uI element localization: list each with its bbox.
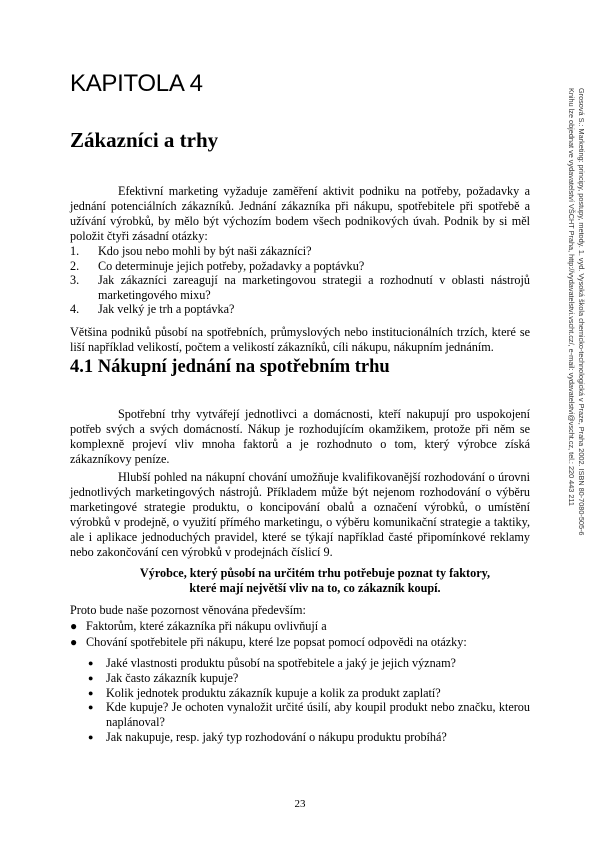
question-number: 4. — [70, 302, 80, 316]
page-number: 23 — [294, 798, 306, 810]
list-item — [88, 700, 530, 730]
bullet-icon: ● — [88, 687, 94, 698]
question-number: 2. — [70, 258, 80, 273]
sub-bullet-list — [88, 656, 530, 745]
list-item — [70, 619, 530, 635]
question-text: Kdo jsou nebo mohli by být naši zákazníci? — [98, 244, 312, 258]
emphasis-statement — [70, 566, 530, 596]
list-item-text: Jak často zákazník kupuje? — [106, 670, 239, 685]
question-item — [70, 259, 530, 274]
list-item — [88, 671, 530, 686]
question-text: Jak velký je trh a poptávka? — [98, 302, 235, 316]
bullet-icon: ● — [88, 672, 94, 683]
bullet-icon: ● — [88, 658, 94, 668]
bullet-icon: ● — [70, 619, 78, 633]
list-item — [88, 686, 530, 701]
question-item — [70, 302, 530, 317]
list-item-text: Faktorům, které zákazníka při nákupu ovlivňují a — [86, 619, 327, 633]
attention-intro: Proto bude naše pozornost věnována především: — [70, 603, 306, 617]
question-list — [70, 244, 530, 317]
bullet-icon: ● — [88, 731, 94, 742]
intro-paragraph: Efektivní marketing vyžaduje zaměření aktivit podniku na potřeby, požadavky a jednání potenciálních zákazníků. Jednání zákazníka při nákupu, spotřebitele při spotřebě a užívání výrobků, by mělo být výchozím bodem všech podnikových úvah. Podnik by si měl položit čtyři zásadní otázky: — [70, 184, 530, 243]
question-number: 3. — [70, 273, 80, 287]
main-bullet-list — [70, 619, 530, 650]
question-text: Co determinuje jejich potřeby, požadavky a poptávku? — [98, 258, 365, 273]
section-paragraph-1: Spotřební trhy vytvářejí jednotlivci a domácnosti, kteří nakupují pro uspokojení potřeb svých a svých domácností. Nákup je rozhodujícím okamžikem, protože při něm se komplexně projeví vliv mnoha faktorů a je rozhodnuto o tom, který výrobce získá zákazníkovy peníze. — [70, 407, 530, 466]
list-item — [70, 635, 530, 651]
section-title: 4.1 Nákupní jednání na spotřebním trhu — [70, 357, 390, 377]
list-item-text: Kolik jednotek produktu zákazník kupuje a kolik za produkt zaplatí? — [106, 685, 441, 700]
chapter-label: KAPITOLA 4 — [70, 70, 203, 97]
list-item-text: Jaké vlastnosti produktu působí na spotřebitele a jaký je jejich význam? — [106, 656, 456, 670]
section-paragraph-2: Hlubší pohled na nákupní chování umožňuje kvalifikovanější rozhodování o úrovni jednotlivých marketingových nástrojů. Příkladem může být nejenom rozhodování o výběru marketingové strategie produktu, o koncipování obalů a označení výrobků, o umístění výrobků v prodejně, o využití přímého marketingu, o výběru komunikační strategie a taktiky, ale i aplikace jednoduchých pravidel, které se týkají například časté připomínkové reklamy nebo zakončování cen výrobků v prodejnách číslicí 9. — [70, 470, 530, 559]
summary-paragraph: Většina podniků působí na spotřebních, průmyslových nebo institucionálních trzích, které se liší například velikostí, počtem a velikostí zákazníků, cíli nákupu, nákupním jednáním. — [70, 325, 530, 354]
list-item — [88, 656, 530, 671]
citation-line: Grosová S.: Marketing: principy, postupy, metody. 1. vyd. Vysoká škola chemicko-technologická v Praze, Praha 2002. ISBN 80-7080-505-6 — [577, 88, 586, 536]
list-item-text: Kde kupuje? Je ochoten vynaložit určité úsilí, aby koupil produkt nebo značku, kterou naplánoval? — [106, 700, 530, 730]
side-citation — [556, 88, 586, 648]
question-item — [70, 273, 530, 302]
question-number: 1. — [70, 244, 80, 258]
list-item-text: Jak nakupuje, resp. jaký typ rozhodování o nákupu produktu probíhá? — [106, 729, 447, 744]
bullet-icon: ● — [70, 634, 78, 649]
chapter-title: Zákazníci a trhy — [70, 128, 219, 152]
emphasis-text: Výrobce, který působí na určitém trhu potřebuje poznat ty faktory, které mají největší vliv na to, co zákazník koupí. — [139, 566, 491, 595]
order-info-line: Knihu lze objednat ve vydavatelství VŠCHT Praha, http://vydavatelstvi.vscht.cz/, e-mail: vydavatelstvi@vscht.cz, tel.: 220 443 211 — [567, 88, 577, 506]
list-item-text: Chování spotřebitele při nákupu, které lze popsat pomocí odpovědi na otázky: — [86, 634, 467, 649]
list-item — [88, 730, 530, 745]
side-citation-text — [567, 88, 586, 648]
bullet-icon: ● — [88, 702, 94, 713]
question-item — [70, 244, 530, 259]
question-text: Jak zákazníci zareagují na marketingovou strategii a rozhodnutí v oblasti nástrojů marketingového mixu? — [98, 273, 530, 302]
